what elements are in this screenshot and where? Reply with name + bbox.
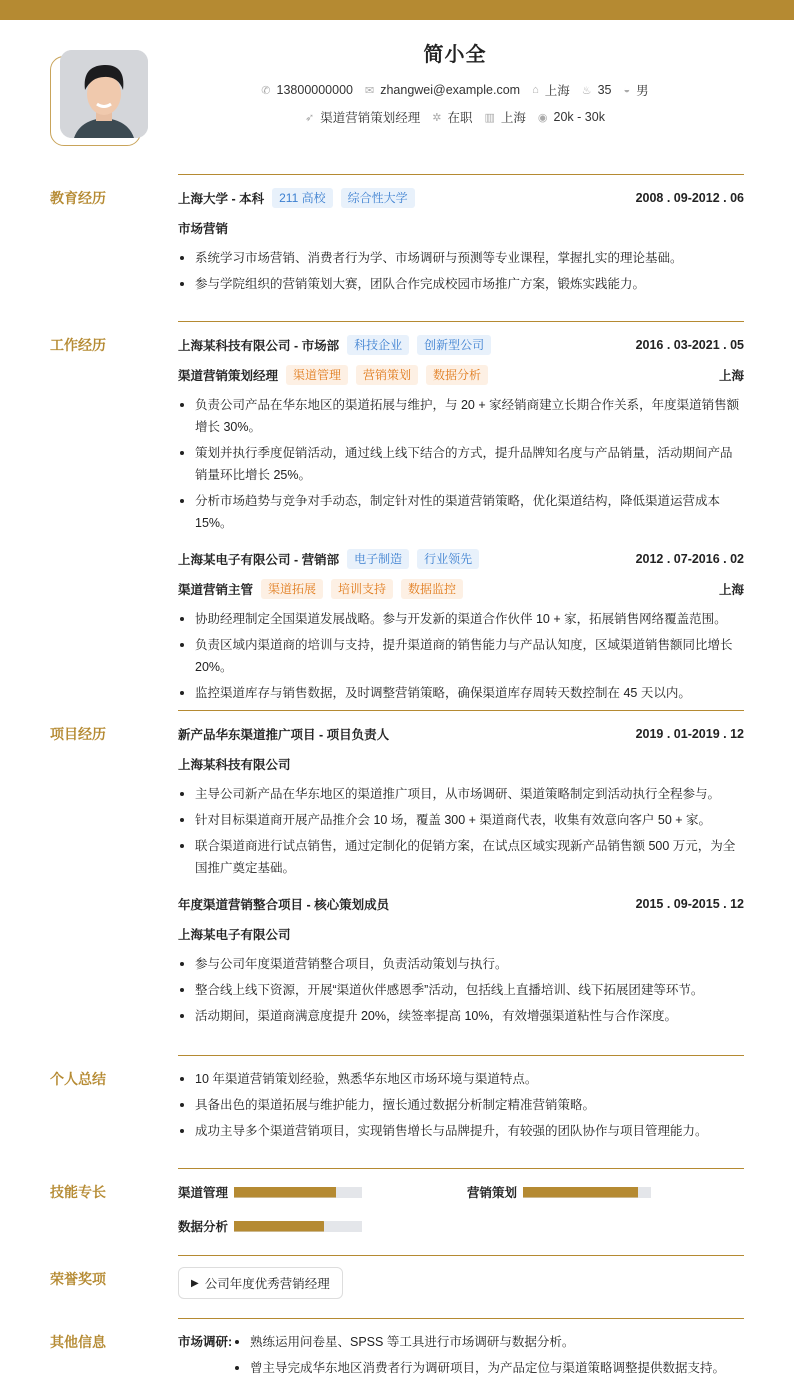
section-title: 荣誉奖项: [50, 1271, 106, 1287]
project-entry: [178, 723, 744, 879]
list-item: 整合线上线下资源，开展“渠道伙伴感恩季”活动，包括线上直播培训、线下拓展团建等环节。: [178, 979, 744, 1001]
list-item: 策划并执行季度促销活动，通过线上线下结合的方式，提升品牌知名度与产品销量，活动期间产品销量环比增长 25%。: [178, 442, 744, 486]
job-intent-row: [0, 108, 794, 126]
list-item: 参与公司年度渠道营销整合项目，负责活动策划与执行。: [178, 953, 744, 975]
list-item: 分析市场趋势与竞争对手动态，制定针对性的渠道营销策略，优化渠道结构，降低渠道运营成本 15%。: [178, 490, 744, 534]
phone: 13800000000: [276, 83, 353, 97]
section-title: 个人总结: [50, 1071, 106, 1087]
bullet-list: [178, 783, 744, 879]
company: 上海某电子有限公司 - 营销部: [178, 553, 340, 567]
entry-header: [178, 723, 744, 745]
avatar-frame: [50, 56, 141, 146]
tag: 211 高校: [272, 188, 332, 208]
send-icon: ➶: [305, 111, 315, 124]
list-item: 系统学习市场营销、消费者行为学、市场调研与预测等专业课程，掌握扎实的理论基础。: [178, 247, 744, 269]
other-category: 市场调研:: [178, 1335, 233, 1349]
section-projects: [50, 710, 744, 1031]
list-item: 熟练运用问卷星、SPSS 等工具进行市场调研与数据分析。: [233, 1331, 725, 1353]
list-item: 成功主导多个渠道营销项目，实现销售增长与品牌提升，有较强的团队协作与项目管理能力。: [178, 1120, 744, 1142]
city: 上海: [500, 111, 526, 125]
skill-item: [178, 1181, 467, 1203]
project-title: 年度渠道营销整合项目 - 核心策划成员: [178, 898, 390, 912]
skill-name: 营销策划: [467, 1186, 518, 1200]
list-item: 具备出色的渠道拓展与维护能力，擅长通过数据分析制定精准营销策略。: [178, 1094, 744, 1116]
list-item: 监控渠道库存与销售数据，及时调整营销策略，确保渠道库存周转天数控制在 45 天以内。: [178, 682, 744, 704]
city: 上海: [718, 583, 744, 597]
email-icon: ✉: [365, 84, 375, 97]
gender: 男: [636, 84, 649, 98]
section-education: [50, 174, 744, 299]
skill-bar-fill: [234, 1221, 324, 1232]
age: 35: [597, 83, 612, 97]
email: zhangwei@example.com: [380, 83, 521, 97]
list-item: 联合渠道商进行试点销售，通过定制化的促销方案，在试点区域实现新产品销售额 500 万元，为全国推广奠定基础。: [178, 835, 744, 879]
work-entry: [178, 334, 744, 534]
section-title: 技能专长: [50, 1184, 106, 1200]
date: 2012 . 07-2016 . 02: [635, 552, 744, 566]
role: 渠道营销策划经理: [178, 369, 279, 383]
role-row: [178, 578, 744, 600]
project-entry: [178, 893, 744, 1027]
status: 在职: [447, 111, 473, 125]
skill-item: [467, 1181, 744, 1203]
skill-item: [178, 1215, 467, 1237]
section-honors: [50, 1255, 744, 1299]
entry-header: [178, 893, 744, 915]
date: 2015 . 09-2015 . 12: [635, 897, 744, 911]
bullet-list: [178, 608, 744, 704]
skill-bar: [523, 1187, 651, 1198]
section-title: 其他信息: [50, 1334, 106, 1350]
list-item: 参与学院组织的营销策划大赛，团队合作完成校园市场推广方案，锻炼实践能力。: [178, 273, 744, 295]
skill-bar-fill: [234, 1187, 336, 1198]
tag: 电子制造: [347, 549, 409, 569]
section-work: [50, 321, 744, 708]
skill-tag: 渠道拓展: [261, 579, 323, 599]
candidate-name: 简小全: [423, 44, 487, 66]
list-item: 曾主导完成华东地区消费者行为调研项目，为产品定位与渠道策略调整提供数据支持。: [233, 1357, 725, 1379]
salary: 20k - 30k: [553, 110, 605, 124]
skill-tag: 营销策划: [356, 365, 418, 385]
skill-name: 渠道管理: [178, 1186, 229, 1200]
home-icon: ⌂: [532, 84, 539, 96]
skill-tag: 培训支持: [331, 579, 393, 599]
section-other: [50, 1318, 744, 1383]
major: 市场营销: [178, 222, 229, 236]
top-accent-bar: [0, 0, 794, 20]
tag: 行业领先: [417, 549, 479, 569]
list-item: 主导公司新产品在华东地区的渠道推广项目，从市场调研、渠道策略制定到活动执行全程参与。: [178, 783, 744, 805]
entry-header: [178, 548, 744, 570]
tag: 综合性大学: [341, 188, 415, 208]
date: 2019 . 01-2019 . 12: [635, 727, 744, 741]
cake-icon: ♨: [581, 84, 592, 97]
date: 2008 . 09-2012 . 06: [635, 191, 744, 205]
skill-bar: [234, 1187, 362, 1198]
award-item[interactable]: [178, 1267, 343, 1299]
section-title: 项目经历: [50, 726, 106, 742]
project-company: 上海某电子有限公司: [178, 928, 291, 942]
list-item: 10 年渠道营销策划经验，熟悉华东地区市场环境与渠道特点。: [178, 1068, 744, 1090]
skill-tag: 渠道管理: [286, 365, 348, 385]
role: 渠道营销主管: [178, 583, 254, 597]
list-item: 协助经理制定全国渠道发展战略。参与开发新的渠道合作伙伴 10 + 家，拓展销售网络覆盖范围。: [178, 608, 744, 630]
building-icon: ▥: [484, 111, 495, 124]
school: 上海大学 - 本科: [178, 192, 265, 206]
bullet-list: [178, 953, 744, 1027]
section-title: 工作经历: [50, 337, 106, 353]
list-item: 针对目标渠道商开展产品推介会 10 场，覆盖 300 + 渠道商代表，收集有效意向客户 50 + 家。: [178, 809, 744, 831]
award-label: 公司年度优秀营销经理: [204, 1277, 330, 1291]
gender-icon: ◒: [623, 84, 631, 96]
list-item: 负责区域内渠道商的培训与支持，提升渠道商的销售能力与产品认知度，区域渠道销售额同比增长 20%。: [178, 634, 744, 678]
phone-icon: ✆: [261, 84, 271, 97]
skill-bar: [234, 1221, 362, 1232]
project-title: 新产品华东渠道推广项目 - 项目负责人: [178, 728, 390, 742]
skill-tag: 数据分析: [426, 365, 488, 385]
position: 渠道营销策划经理: [320, 111, 421, 125]
skill-name: 数据分析: [178, 1220, 229, 1234]
list-item: 负责公司产品在华东地区的渠道拓展与维护，与 20 + 家经销商建立长期合作关系，年度渠道销售额增长 30%。: [178, 394, 744, 438]
section-title: 教育经历: [50, 190, 106, 206]
skill-bar-fill: [523, 1187, 638, 1198]
skill-tag: 数据监控: [401, 579, 463, 599]
tag: 创新型公司: [417, 335, 491, 355]
city: 上海: [718, 369, 744, 383]
bullet-list: [178, 394, 744, 534]
status-icon: ✲: [432, 111, 442, 124]
section-skills: [50, 1168, 744, 1237]
hometown: 上海: [544, 84, 570, 98]
company: 上海某科技有限公司 - 市场部: [178, 339, 340, 353]
salary-icon: ◉: [537, 111, 548, 124]
date: 2016 . 03-2021 . 05: [635, 338, 744, 352]
contact-row: [0, 81, 794, 99]
role-row: [178, 364, 744, 386]
entry-header: [178, 334, 744, 356]
list-item: 活动期间，渠道商满意度提升 20%，续签率提高 10%，有效增强渠道粘性与合作深度。: [178, 1005, 744, 1027]
section-summary: [50, 1055, 744, 1146]
project-company: 上海某科技有限公司: [178, 758, 291, 772]
work-entry: [178, 548, 744, 704]
caret-right-icon: ▶: [191, 1277, 199, 1289]
tag: 科技企业: [347, 335, 409, 355]
